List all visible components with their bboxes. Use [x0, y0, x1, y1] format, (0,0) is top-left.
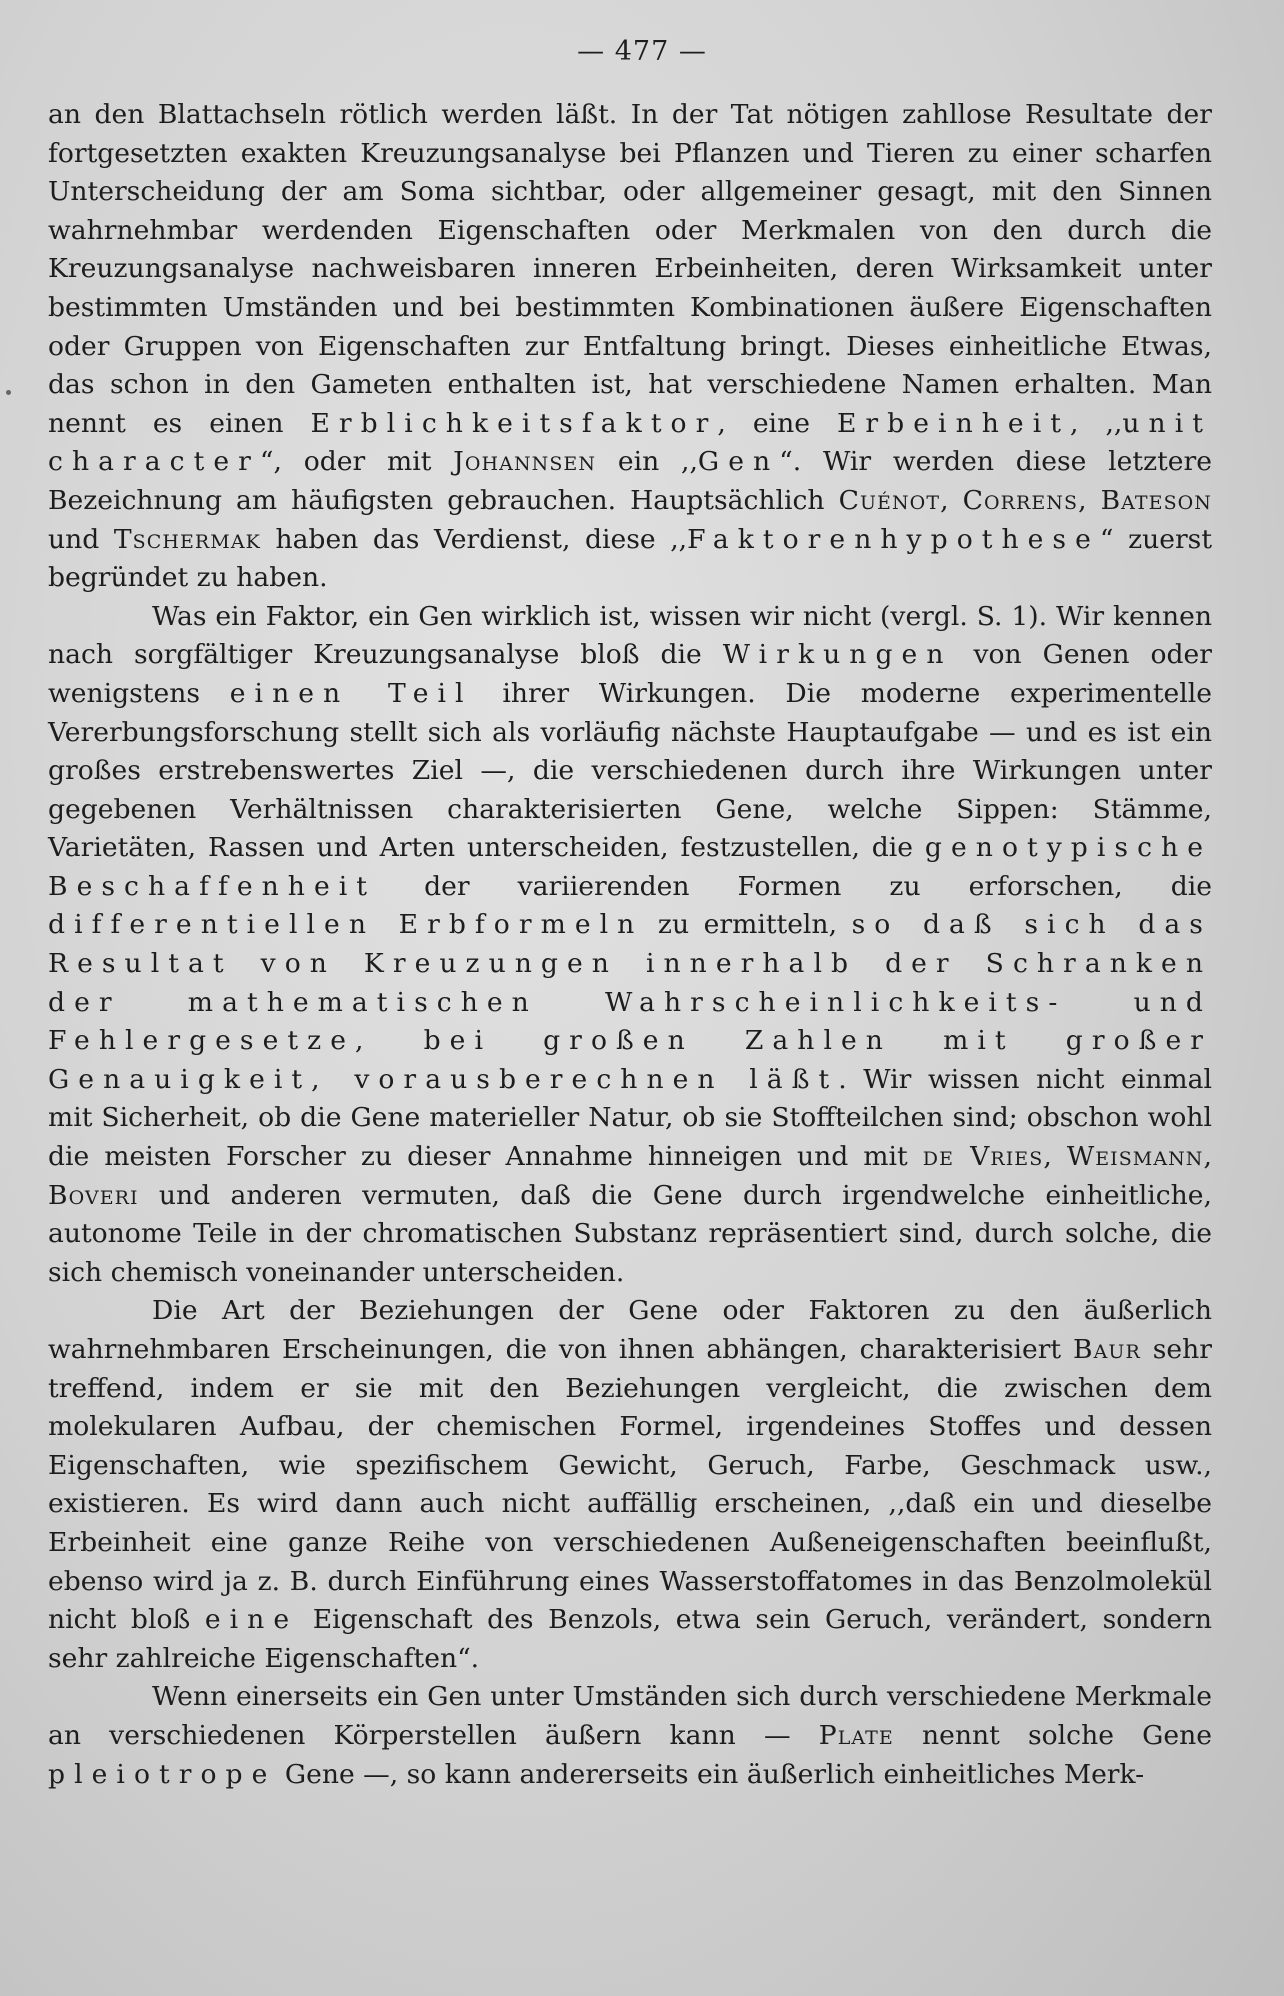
- text-run: ,: [940, 484, 963, 516]
- emphasis-text: Erbeinheit: [836, 407, 1070, 439]
- text-run: und: [48, 523, 114, 555]
- margin-speck: [6, 390, 11, 395]
- text-run: . Wir wissen nicht einmal mit Sicherheit, ob die Gene materieller Natur, ob sie Stoffteilchen sind; obschon wohl die meisten Forscher zu dieser Annahme hinneigen und mit: [48, 1063, 1212, 1173]
- text-run: an den Blattachseln rötlich werden läßt. In der Tat nötigen zahllose Resultate der fortgesetzten exakten Kreuzungsanalyse bei Pflanzen und Tieren zu einer scharfen Unterscheidung der am Soma sichtbar, oder allgemeiner gesagt, mit den Sinnen wahrnehmbar werdenden Eigenschaften oder Merkmalen von den durch die Kreuzungsanalyse nachweisbaren inneren Erbeinheiten, deren Wirksamkeit unter bestimmten Umständen und bei bestimmten Kombinationen äußere Eigenschaften oder Gruppen von Eigenschaften zur Entfaltung bringt. Dieses einheitliche Etwas, das schon in den Gameten enthalten ist, hat verschiedene Namen erhalten. Man nennt es einen: [48, 99, 1212, 439]
- text-run: ,: [1078, 484, 1101, 516]
- text-run: , ,,: [1069, 407, 1123, 439]
- text-run: und anderen vermuten, daß die Gene durch irgendwelche einheitliche, autonome Teile in der chromatischen Substanz repräsentiert sind, durch solche, die sich chemisch voneinander unterscheiden.: [48, 1179, 1212, 1288]
- emphasis-text: unit character: [48, 407, 1212, 478]
- paragraph-2: [48, 598, 1212, 1293]
- text-run: “. Wir werden diese letztere Bezeichnung am häufigsten gebrauchen. Hauptsächlich: [48, 446, 1212, 516]
- text-run: von Genen oder wenigstens: [48, 639, 1213, 709]
- text-run: nennt solche Gene: [893, 1719, 1212, 1751]
- author-name: Weismann: [1066, 1141, 1204, 1173]
- author-name: Tschermak: [113, 523, 261, 555]
- text-run: Die Art der Beziehungen der Gene oder Faktoren zu den äußerlich wahrnehmbaren Erscheinungen, die von ihnen abhängen, charakterisiert: [48, 1295, 1212, 1365]
- author-name: de Vries: [922, 1141, 1044, 1173]
- text-body: [48, 96, 1212, 1794]
- paragraph-1: [48, 96, 1212, 598]
- text-run: haben das Verdienst, diese ,,: [260, 523, 688, 555]
- text-run: ihrer Wirkungen. Die moderne experimentelle Vererbungsforschung stellt sich als vorläufig nächste Hauptaufgabe — und es ist ein großes erstrebenswertes Ziel —, die verschiedenen durch ihre Wirkungen unter gegebenen Verhältnissen charakterisierten Gene, welche Sippen: Stämme, Varietäten, Rassen und Arten unterscheiden, festzustellen, die: [48, 677, 1212, 864]
- emphasis-text: differentiellen Erbformeln: [48, 909, 644, 941]
- text-run: der variierenden Formen zu erforschen, die: [376, 870, 1212, 902]
- emphasis-text: Wirkungen: [722, 639, 953, 671]
- text-run: zu ermitteln,: [643, 909, 852, 941]
- text-run: Eigenschaft des Benzols, etwa sein Geruch, verändert, sondern sehr zahlreiche Eigenschaften“.: [48, 1604, 1212, 1674]
- author-name: Correns: [962, 484, 1079, 516]
- author-name: Baur: [1073, 1334, 1141, 1365]
- text-run: “ zuerst begründet zu haben.: [48, 523, 1213, 594]
- emphasis-text: so daß sich das Resultat von Kreuzungen innerhalb der Schranken der mathematischen Wahrscheinlichkeits- und Fehlergesetze, bei großen Zahlen mit großer Genauigkeit, vorausberechnen läßt: [48, 909, 1212, 1095]
- text-run: “, oder mit: [259, 446, 454, 478]
- emphasis-text: Faktorenhypothese: [687, 523, 1100, 555]
- text-run: Was ein Faktor, ein Gen wirklich ist, wissen wir nicht (vergl. S. 1). Wir kennen nach sorgfältiger Kreuzungsanalyse bloß die: [48, 600, 1212, 671]
- text-run: sehr treffend, indem er sie mit den Beziehungen vergleicht, die zwischen dem molekularen Aufbau, der chemischen Formel, irgendeines Stoffes und dessen Eigenschaften, wie spezifischem Gewicht, Geruch, Farbe, Geschmack usw., existieren. Es wird dann auch nicht auffällig erscheinen, ,,daß ein und dieselbe Erbeinheit eine ganze Reihe von verschiedenen Außeneigenschaften beeinflußt, ebenso wird ja z. B. durch Einführung eines Wasserstoffatomes in das Benzolmolekül nicht bloß: [48, 1334, 1212, 1636]
- author-name: Boveri: [48, 1179, 139, 1211]
- text-run: , eine: [717, 407, 837, 439]
- paragraph-3: [48, 1292, 1212, 1678]
- emphasis-text: einen Teil: [229, 677, 473, 709]
- emphasis-text: Gen: [697, 446, 780, 478]
- text-run: Wenn einerseits ein Gen unter Umständen sich durch verschiedene Merkmale an verschiedenen Körperstellen äußern kann —: [48, 1681, 1212, 1751]
- paragraph-4: [48, 1678, 1212, 1794]
- emphasis-text: eine: [204, 1604, 299, 1636]
- emphasis-text: pleiotrope: [48, 1758, 277, 1790]
- emphasis-text: genotypische Beschaffenheit: [48, 832, 1212, 902]
- author-name: Plate: [818, 1719, 894, 1751]
- text-run: ein ,,: [596, 446, 698, 478]
- emphasis-text: Erblichkeitsfaktor: [310, 407, 718, 439]
- text-run: ,: [1043, 1141, 1067, 1173]
- text-run: ,: [1203, 1141, 1212, 1173]
- author-name: Johannsen: [453, 446, 597, 478]
- author-name: Bateson: [1100, 484, 1212, 516]
- author-name: Cuénot: [838, 484, 941, 516]
- page-number: — 477 —: [577, 36, 707, 67]
- text-run: Gene —, so kann andererseits ein äußerlich einheitliches Merk-: [276, 1758, 1145, 1790]
